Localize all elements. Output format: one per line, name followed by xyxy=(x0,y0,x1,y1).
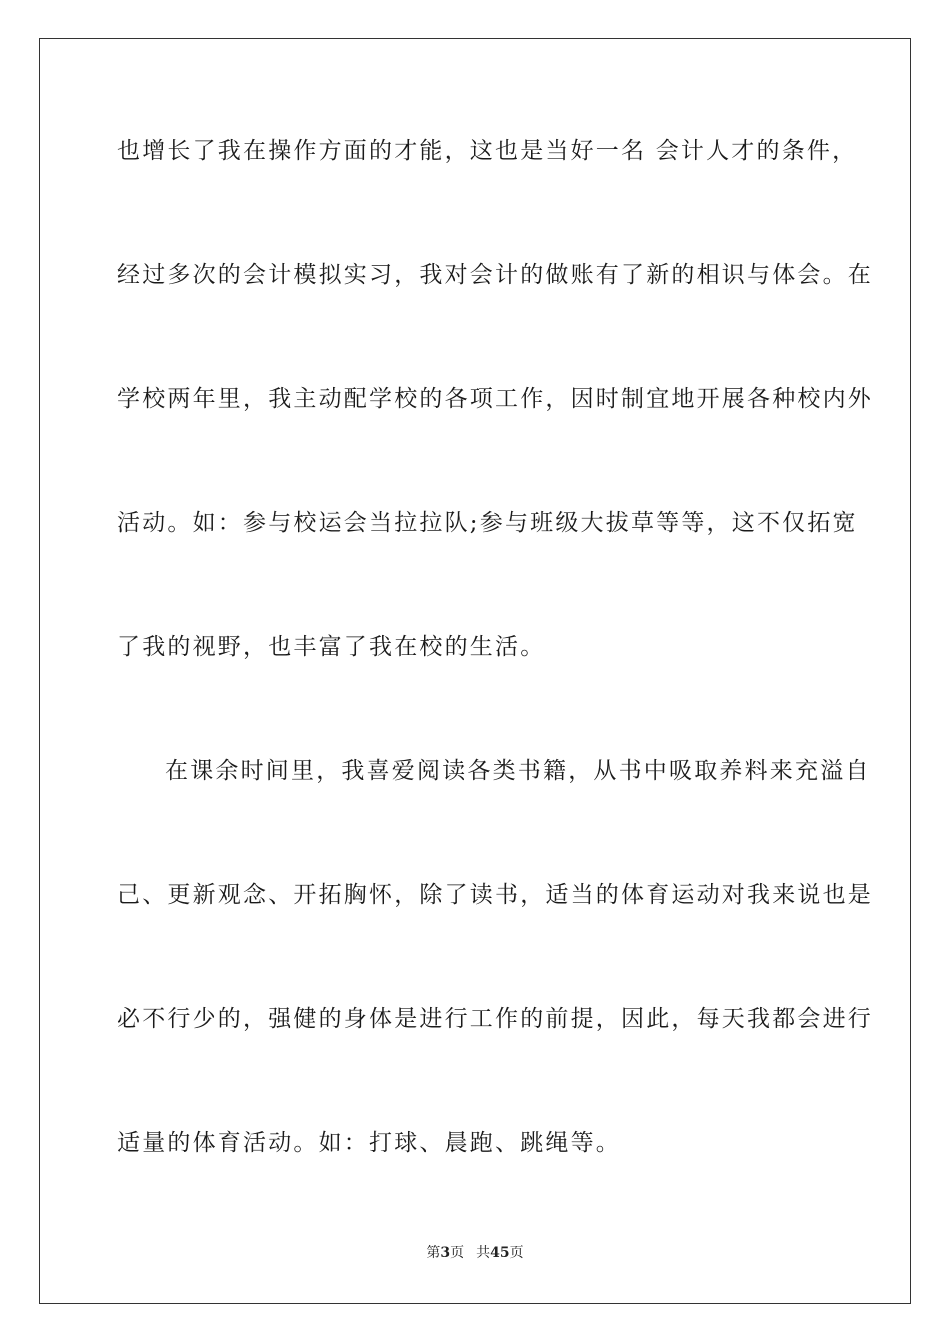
body-text-line-4: 活动。如：参与校运会当拉拉队;参与班级大拔草等等，这不仅拓宽 xyxy=(117,510,858,536)
body-text-line-7: 己、更新观念、开拓胸怀，除了读书，适当的体育运动对我来说也是 xyxy=(117,882,873,908)
body-text-line-5: 了我的视野，也丰富了我在校的生活。 xyxy=(117,634,546,660)
page-border xyxy=(39,38,911,1304)
total-label-prefix: 共 xyxy=(476,1245,491,1261)
body-text-line-1: 也增长了我在操作方面的才能，这也是当好一名 会计人才的条件， xyxy=(117,138,858,164)
page-number: 3 xyxy=(440,1245,451,1261)
body-text-line-3: 学校两年里，我主动配学校的各项工作，因时制宜地开展各种校内外 xyxy=(117,386,873,412)
total-pages: 45 xyxy=(490,1245,510,1261)
total-label-suffix: 页 xyxy=(509,1245,524,1261)
body-text-line-9: 适量的体育活动。如：打球、晨跑、跳绳等。 xyxy=(117,1130,621,1156)
body-text-line-8: 必不行少的，强健的身体是进行工作的前提，因此，每天我都会进行 xyxy=(117,1006,873,1032)
page-footer xyxy=(0,1244,950,1262)
page-label-prefix: 第 xyxy=(426,1245,441,1261)
body-text-line-2: 经过多次的会计模拟实习，我对会计的做账有了新的相识与体会。在 xyxy=(117,262,873,288)
paragraph-2-first-line: 在课余时间里，我喜爱阅读各类书籍，从书中吸取养料来充溢自 xyxy=(165,758,871,784)
page-label-suffix: 页 xyxy=(450,1245,465,1261)
